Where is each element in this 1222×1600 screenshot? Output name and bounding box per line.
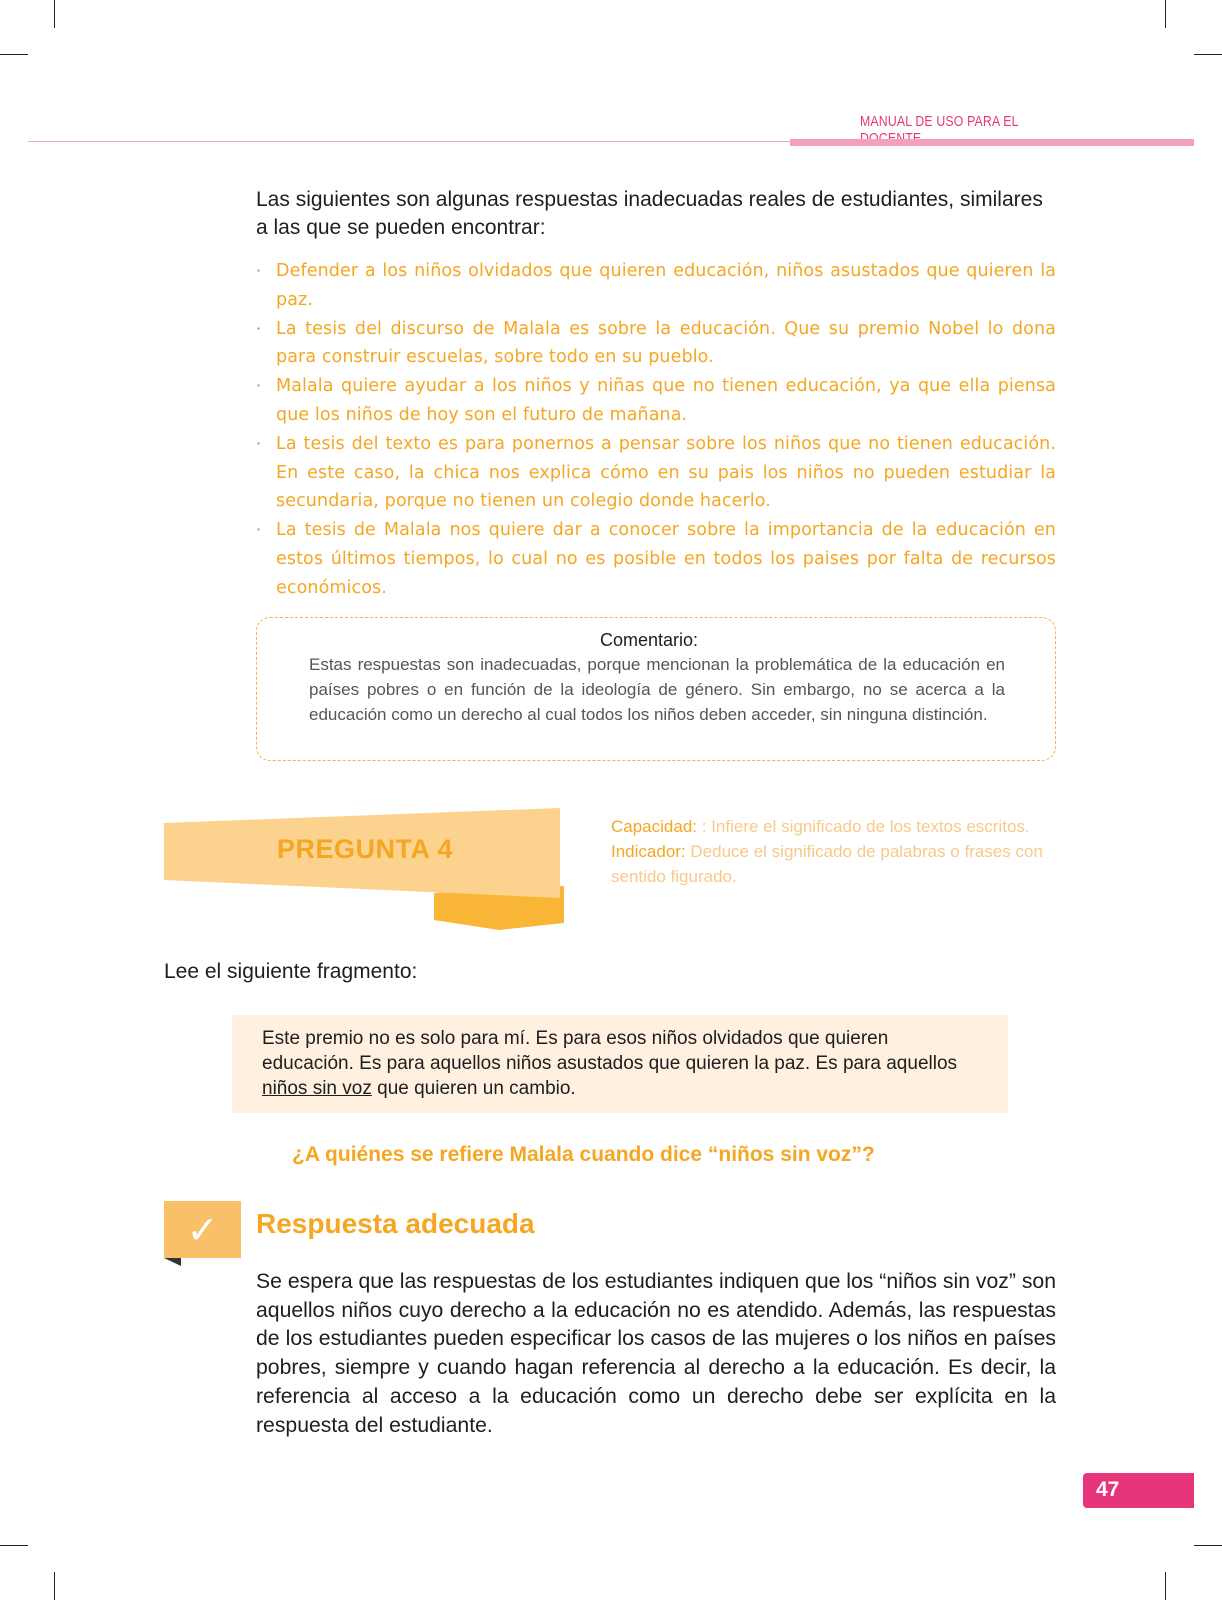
crop-mark <box>1165 0 1166 28</box>
question-number-label: PREGUNTA 4 <box>277 834 454 864</box>
page-number: 47 <box>1096 1478 1120 1501</box>
bullet-icon: · <box>256 261 262 280</box>
bullet-icon: · <box>256 318 262 338</box>
quote-text-after: que quieren un cambio. <box>371 1078 576 1099</box>
indicador-label: Indicador: <box>611 842 686 861</box>
list-item <box>256 430 1056 516</box>
ribbon-banner <box>164 808 564 933</box>
answer-title: Respuesta adecuada <box>256 1208 535 1239</box>
crop-mark <box>0 1545 28 1546</box>
header-title: MANUAL DE USO PARA EL <box>860 113 1019 130</box>
quote-text-before: Este premio no es solo para mí. Es para esos niños olvidados que quieren educación. Es para aquellos niños asustados que quieren la paz. Es para aquellos <box>262 1028 958 1074</box>
quote-underlined: niños sin voz <box>262 1078 372 1099</box>
list-item <box>256 315 1056 373</box>
indicador-text: Deduce el significado de palabras o frases con sentido figurado. <box>611 842 1043 886</box>
fragment-intro: Lee el siguiente fragmento: <box>164 960 418 983</box>
quote-text <box>262 1026 962 1101</box>
intro-text: Las siguientes son algunas respuestas inadecuadas reales de estudiantes, similares a las que se pueden encontrar: <box>256 188 1043 239</box>
bullet-icon: · <box>256 520 262 540</box>
question-text: ¿A quiénes se refiere Malala cuando dice “niños sin voz”? <box>292 1143 875 1166</box>
answer-text: Se espera que las respuestas de los estudiantes indiquen que los “niños sin voz” son aquellos niños cuyo derecho a la educación no es atendido. Además, las respuestas de los estudiantes pueden especificar los casos de las mujeres o los niños en países pobres, siempre y cuando hagan referencia al derecho a la educación. Es decir, la referencia al acceso a la educación como un derecho debe ser explícita en la respuesta del estudiante. <box>256 1270 1056 1437</box>
answer-text: Defender a los niños olvidados que quieren educación, niños asustados que quieren la paz. <box>276 261 1056 310</box>
capacidad-text: : Infiere el significado de los textos escritos. <box>701 817 1030 836</box>
inadequate-answers-list <box>256 257 1056 603</box>
answer-text: La tesis de Malala nos quiere dar a conocer sobre la importancia de la educación en estos últimos tiempos, lo cual no es posible en todos los paises por falta de recursos económicos. <box>276 520 1056 598</box>
crop-mark <box>1165 1572 1166 1600</box>
list-item <box>256 257 1056 315</box>
answer-text: La tesis del discurso de Malala es sobre la educación. Que su premio Nobel lo dona para construir escuelas, sobre todo en su pueblo. <box>276 318 1056 368</box>
answer-text: La tesis del texto es para ponernos a pensar sobre los niños que no tienen educación. En este caso, la chica nos explica cómo en su pais los niños no pueden estudiar la secundaria, porque no tienen un colegio donde hacerlo. <box>276 433 1056 512</box>
badge-fold <box>164 1258 181 1266</box>
header-accent-bar <box>790 139 1194 146</box>
crop-mark <box>1194 54 1222 55</box>
list-item <box>256 372 1056 430</box>
crop-mark <box>1194 1545 1222 1546</box>
crop-mark <box>54 0 55 28</box>
list-item <box>256 516 1056 602</box>
capacidad-indicador <box>611 814 1071 889</box>
crop-mark <box>0 54 28 55</box>
comment-text: Estas respuestas son inadecuadas, porque mencionan la problemática de la educación en países pobres o en función de la ideología de género. Sin embargo, no se acerca a la educación como un derecho al cual todos los niños deben acceder, sin ninguna distinción. <box>309 655 1005 724</box>
comment-title: Comentario: <box>600 630 699 650</box>
capacidad-label: Capacidad: <box>611 817 698 836</box>
crop-mark <box>54 1572 55 1600</box>
bullet-icon: · <box>256 433 262 453</box>
answer-text: Malala quiere ayudar a los niños y niñas que no tienen educación, ya que ella piensa que los niños de hoy son el futuro de mañana. <box>276 376 1056 425</box>
bullet-icon: · <box>256 376 262 396</box>
check-icon: ✓ <box>186 1208 219 1252</box>
